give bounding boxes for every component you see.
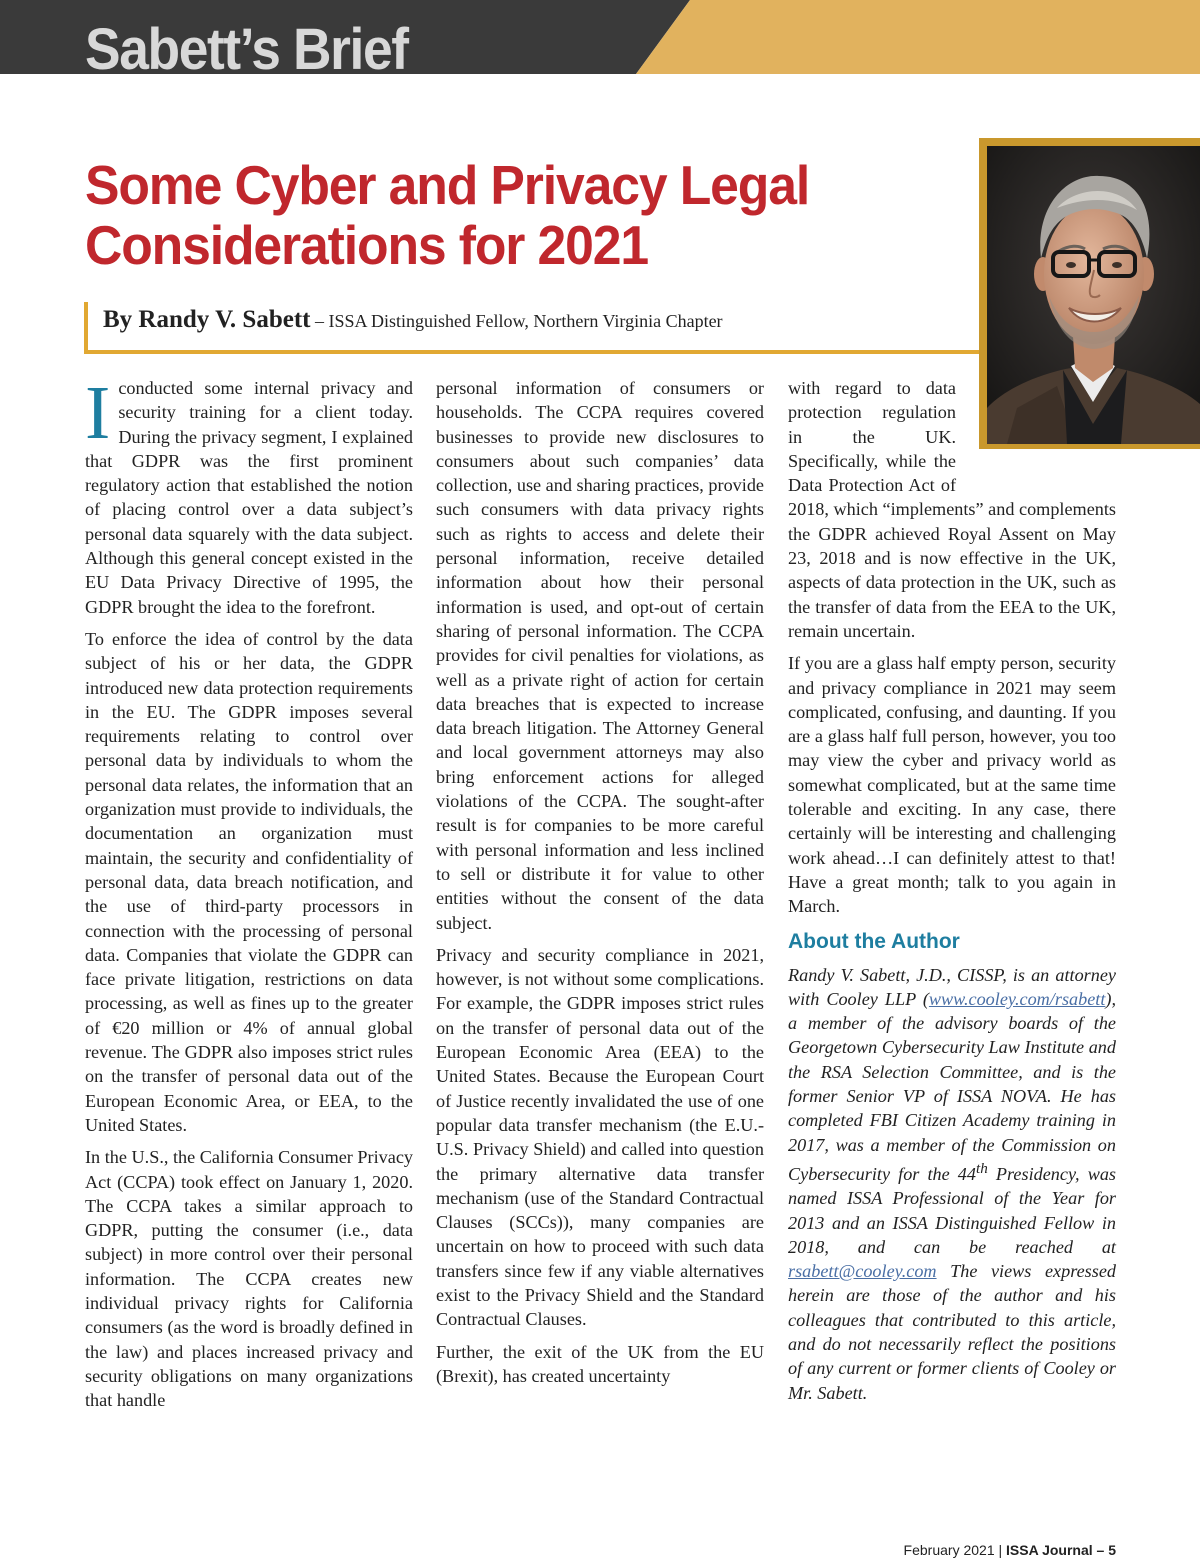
about-text: ), a member of the advisory boards of the Georgetown Cybersecurity Law Institute and the RSA Selection Committee, and is the former Senior VP of ISSA NOVA. He has completed FBI Citizen Academy training in 2017, was a member of the Commission on Cybersecurity for the 44	[788, 988, 1116, 1184]
section-title: Sabett’s Brief	[85, 17, 408, 74]
about-text: Randy V. Sabett, J.D., CISSP, is an attorney with Cooley LLP (	[788, 964, 1116, 1009]
paragraph: Further, the exit of the UK from the EU (Brexit), has created uncertainty	[436, 1341, 764, 1386]
about-author-text	[788, 963, 1116, 1405]
paragraph: To enforce the idea of control by the data subject of his or her data, the GDPR introduced new data protection requirements in the EU. The GDPR imposes several requirements relating to control over personal data by individuals to whom the personal data relates, the information that an organization must provide to individuals, the documentation an organization must maintain, the security and confidentiality of personal data, data breach notification, and the use of third-party processors in connection with the processing of personal data. Companies that violate the GDPR can face private litigation, restrictions on data processing, as well as fines up to the greater of €20 million or 4% of annual global revenue. The GDPR also imposes strict rules on the transfer of personal data out of the European Economic Area, or EEA, to the United States.	[85, 628, 413, 1135]
paragraph: personal information of consumers or households. The CCPA requires covered businesses to provide new disclosures to consumers about such companies’ data collection, use and sharing practices, provide such consumers with data privacy rights such as rights to access and delete their personal information, receive detailed information about how their personal information is used, and opt-out of certain sharing of personal information. The CCPA provides for civil penalties for violations, as well as a private right of action for certain data breaches that is expected to increase data breach litigation. The Attorney General and local government attorneys may also bring enforcement actions for alleged violations of the CCPA. The sought-after result is for companies to be more careful with personal information and less inclined to sell or distribute it for value to other entities without the consent of the data subject.	[436, 378, 764, 933]
about-author-heading: About the Author	[788, 929, 960, 953]
author-email-link[interactable]: rsabett@cooley.com	[788, 1261, 937, 1282]
journal-page: ISSA Journal – 5	[1006, 1542, 1116, 1558]
byline-rule	[84, 350, 984, 354]
paragraph	[788, 376, 1116, 643]
author-website-link[interactable]: www.cooley.com/rsabett	[928, 988, 1106, 1009]
column-3	[788, 376, 1116, 1413]
about-text: Presidency, was named ISSA Professional of the Year for 2013 and an ISSA Distinguished Fellow in 2018, and can be reached at	[788, 1163, 1116, 1257]
paragraph-text: conducted some internal privacy and security training for a client today. During the privacy segment, I explained that GDPR was the first prominent regulatory action that established the notion of placing control over a data subject’s personal data squarely with the data subject. Although this general concept existed in the EU Data Privacy Directive of 1995, the GDPR brought the idea to the forefront.	[85, 378, 413, 617]
drop-cap: I	[85, 371, 111, 455]
paragraph-text: with regard to data protection regulation in the UK. Specifically, while the Data Protection Act of 2018, which “implements” and complements the GDPR achieved Royal Assent on May 23, 2018 and is now effective in the UK, aspects of data protection in the UK, such as the transfer of data from the EEA to the UK, remain uncertain.	[788, 378, 1116, 641]
column-1	[85, 371, 413, 1420]
page-footer	[760, 1542, 1116, 1558]
author-affiliation: – ISSA Distinguished Fellow, Northern Virginia Chapter	[310, 311, 723, 331]
column-2	[436, 376, 764, 1396]
byline	[103, 306, 723, 334]
footer-separator: |	[994, 1542, 1007, 1558]
issue-date: February 2021	[903, 1542, 995, 1558]
section-banner	[0, 0, 1200, 74]
paragraph: If you are a glass half empty person, security and privacy compliance in 2021 may seem complicated, confusing, and daunting. If you are a glass half full person, however, you too may view the cyber and privacy world as somewhat complicated, but at the same time tolerable and exciting. In any case, there certainly will be interesting and challenging work ahead…I can definitely attest to that! Have a great month; talk to you again in March.	[788, 653, 1116, 917]
article-title	[85, 155, 912, 275]
paragraph: Privacy and security compliance in 2021, however, is not without some complications. For example, the GDPR imposes strict rules on the transfer of personal data out of the European Economic Area (EEA) to the United States. Because the European Court of Justice recently invalidated the use of one popular data transfer mechanism (the E.U.-U.S. Privacy Shield) and called into question the primary alternative data transfer mechanism (use of the Standard Contractual Clauses (SCCs)), many companies are uncertain on how to proceed with such data transfers since few if any viable alternatives exist to the Privacy Shield and the Standard Contractual Clauses.	[436, 944, 764, 1330]
author-name: By Randy V. Sabett	[103, 306, 311, 333]
paragraph	[85, 371, 413, 619]
article-title-line: Some Cyber and Privacy Legal	[85, 154, 810, 216]
about-text: The views expressed herein are those of the author and his colleagues that contributed to this article, and do not necessarily reflect the positions of any current or former clients of Cooley or Mr. Sabett.	[788, 1261, 1116, 1403]
byline-accent-bar	[84, 302, 88, 352]
photo-wrap-spacer	[956, 376, 1116, 474]
paragraph: In the U.S., the California Consumer Privacy Act (CCPA) took effect on January 1, 2020. The CCPA takes a similar approach to GDPR, putting the consumer (i.e., data subject) in more control over their personal information. The CCPA creates new individual privacy rights for California consumers (as the word is broadly defined in the law) and places increased privacy and security obligations on many organizations that handle	[85, 1147, 413, 1411]
superscript: th	[976, 1159, 988, 1177]
article-title-line: Considerations for 2021	[85, 214, 649, 276]
